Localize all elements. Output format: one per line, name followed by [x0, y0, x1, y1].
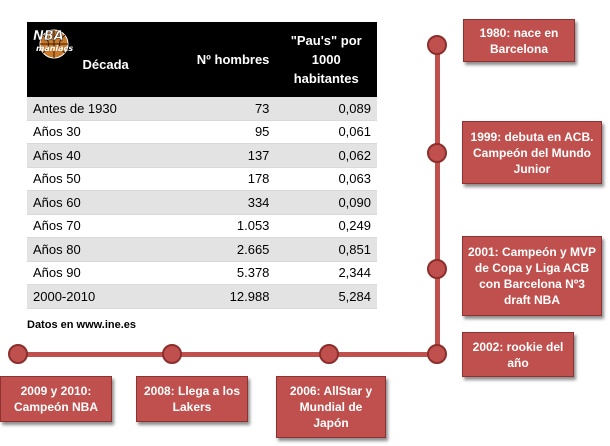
table-row — [27, 261, 377, 285]
cell-decade: 2000-2010 — [27, 285, 156, 309]
timeline-dot-2009 — [8, 344, 28, 364]
header-men-count: Nº hombres — [156, 22, 275, 97]
event-box-2001: 2001: Campeón y MVP de Copa y Liga ACB con Barcelona Nº3 draft NBA — [462, 236, 602, 316]
event-box-2002: 2002: rookie del año — [462, 332, 574, 377]
table-row — [27, 238, 377, 262]
timeline-dot-2002 — [427, 344, 447, 364]
cell-decade: Antes de 1930 — [27, 97, 156, 120]
svg-text:maniacs: maniacs — [36, 44, 74, 53]
table-row — [27, 285, 377, 309]
cell-decade: Años 50 — [27, 167, 156, 191]
cell-men: 73 — [156, 97, 275, 120]
cell-decade: Años 40 — [27, 144, 156, 168]
cell-men: 1.053 — [156, 214, 275, 238]
svg-text:NBA: NBA — [33, 29, 64, 44]
nba-maniacs-logo — [30, 25, 82, 61]
table-header-row — [27, 22, 377, 97]
cell-ratio: 0,063 — [275, 167, 377, 191]
timeline-vertical-line — [435, 45, 440, 357]
cell-ratio: 5,284 — [275, 285, 377, 309]
cell-ratio: 0,249 — [275, 214, 377, 238]
header-paus-per-1000: "Pau's" por 1000 habitantes — [275, 22, 377, 97]
timeline-dot-2006 — [319, 344, 339, 364]
timeline-dot-2008 — [162, 344, 182, 364]
cell-men: 137 — [156, 144, 275, 168]
header-decade: NBA maniacs Década — [27, 22, 156, 97]
cell-men: 5.378 — [156, 261, 275, 285]
table-row — [27, 144, 377, 168]
cell-ratio: 0,090 — [275, 191, 377, 215]
timeline-dot-1999 — [427, 143, 447, 163]
table-row — [27, 214, 377, 238]
timeline-horizontal-line — [18, 352, 439, 357]
cell-decade: Años 90 — [27, 261, 156, 285]
event-box-2006: 2006: AllStar y Mundial de Japón — [276, 376, 386, 438]
event-box-1980: 1980: nace en Barcelona — [463, 19, 575, 62]
cell-men: 12.988 — [156, 285, 275, 309]
event-box-2008: 2008: Llega a los Lakers — [136, 376, 248, 422]
cell-decade: Años 30 — [27, 120, 156, 144]
table-row — [27, 167, 377, 191]
cell-men: 2.665 — [156, 238, 275, 262]
cell-ratio: 0,851 — [275, 238, 377, 262]
cell-ratio: 2,344 — [275, 261, 377, 285]
cell-ratio: 0,062 — [275, 144, 377, 168]
event-box-1999: 1999: debuta en ACB. Campeón del Mundo Junior — [462, 121, 602, 184]
cell-decade: Años 80 — [27, 238, 156, 262]
cell-decade: Años 60 — [27, 191, 156, 215]
timeline-dot-1980 — [427, 35, 447, 55]
timeline-dot-2001 — [427, 259, 447, 279]
cell-ratio: 0,061 — [275, 120, 377, 144]
cell-men: 334 — [156, 191, 275, 215]
cell-men: 95 — [156, 120, 275, 144]
table-row — [27, 97, 377, 120]
cell-decade: Años 70 — [27, 214, 156, 238]
data-source-note: Datos en www.ine.es — [27, 319, 137, 331]
table-row — [27, 120, 377, 144]
cell-ratio: 0,089 — [275, 97, 377, 120]
statistics-table — [27, 22, 377, 309]
event-box-2009-2010: 2009 y 2010: Campeón NBA — [0, 376, 112, 422]
table-row — [27, 191, 377, 215]
cell-men: 178 — [156, 167, 275, 191]
